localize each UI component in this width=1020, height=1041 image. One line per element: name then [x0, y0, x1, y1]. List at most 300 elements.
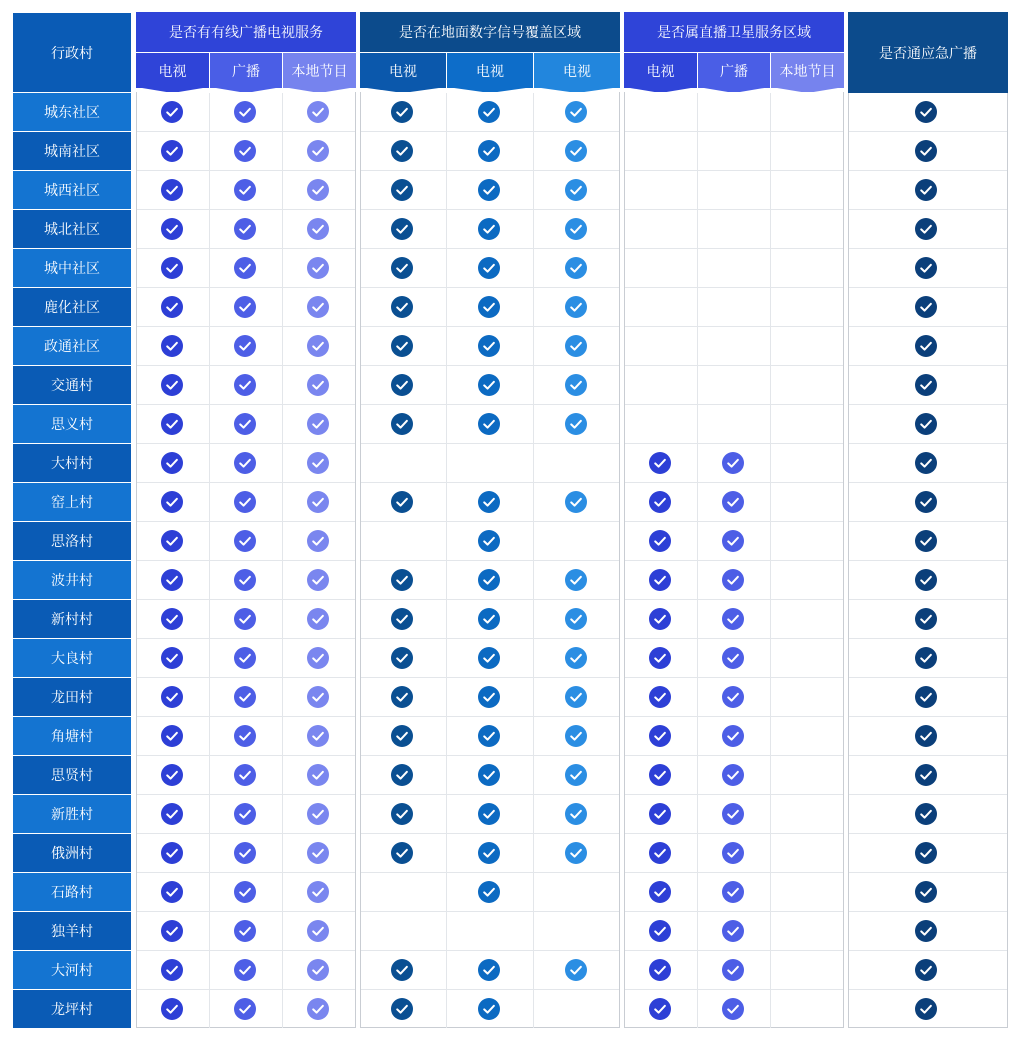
grid-row-divider — [137, 989, 355, 990]
satellite-local-sub-label: 本地节目 — [779, 62, 836, 79]
terrestrial-digital-group-title: 是否在地面数字信号覆盖区域 — [399, 24, 581, 40]
check-circle-icon — [391, 803, 413, 825]
check-circle-icon — [565, 257, 587, 279]
check-circle-icon — [915, 647, 937, 669]
grid-row-divider — [361, 365, 619, 366]
check-circle-icon — [391, 959, 413, 981]
grid-row-divider — [849, 755, 1007, 756]
check-circle-icon — [307, 608, 329, 630]
check-circle-icon — [915, 764, 937, 786]
check-circle-icon — [161, 920, 183, 942]
check-circle-icon — [307, 881, 329, 903]
grid-row-divider — [849, 833, 1007, 834]
village-name-cell: 思贤村 — [13, 756, 131, 794]
check-circle-icon — [565, 179, 587, 201]
check-circle-icon — [649, 647, 671, 669]
check-circle-icon — [478, 101, 500, 123]
check-circle-icon — [391, 218, 413, 240]
check-circle-icon — [565, 725, 587, 747]
grid-row-divider — [849, 404, 1007, 405]
check-circle-icon — [307, 920, 329, 942]
check-circle-icon — [649, 842, 671, 864]
check-circle-icon — [565, 803, 587, 825]
check-circle-icon — [161, 257, 183, 279]
check-circle-icon — [307, 218, 329, 240]
check-circle-icon — [565, 647, 587, 669]
grid-row-divider — [849, 677, 1007, 678]
grid-row-divider — [361, 950, 619, 951]
check-circle-icon — [391, 998, 413, 1020]
village-name-cell: 大良村 — [13, 639, 131, 677]
check-circle-icon — [722, 530, 744, 552]
grid-row-divider — [361, 599, 619, 600]
check-circle-icon — [565, 491, 587, 513]
check-circle-icon — [234, 764, 256, 786]
check-circle-icon — [161, 842, 183, 864]
check-circle-icon — [915, 413, 937, 435]
check-circle-icon — [161, 452, 183, 474]
check-circle-icon — [478, 764, 500, 786]
check-circle-icon — [391, 608, 413, 630]
grid-row-divider — [361, 560, 619, 561]
grid-row-divider — [137, 833, 355, 834]
grid-row-divider — [137, 443, 355, 444]
grid-row-divider — [361, 833, 619, 834]
emergency-broadcast-group-title: 是否通应急广播 — [879, 44, 977, 61]
check-circle-icon — [722, 803, 744, 825]
check-circle-icon — [478, 218, 500, 240]
cable-local-sub-header — [283, 53, 356, 88]
village-name-cell: 城西社区 — [13, 171, 131, 209]
check-circle-icon — [234, 725, 256, 747]
check-circle-icon — [915, 608, 937, 630]
grid-row-divider — [625, 404, 843, 405]
check-circle-icon — [307, 530, 329, 552]
grid-row-divider — [361, 716, 619, 717]
check-circle-icon — [565, 296, 587, 318]
terrestrial-digital-group-header — [360, 12, 620, 52]
check-circle-icon — [234, 530, 256, 552]
check-circle-icon — [565, 686, 587, 708]
grid-row-divider — [625, 794, 843, 795]
grid-row-divider — [361, 677, 619, 678]
check-circle-icon — [307, 140, 329, 162]
grid-row-divider — [137, 911, 355, 912]
check-circle-icon — [915, 101, 937, 123]
grid-row-divider — [361, 911, 619, 912]
grid-row-divider — [625, 755, 843, 756]
grid-row-divider — [361, 755, 619, 756]
satellite-group-title: 是否属直播卫星服务区域 — [657, 24, 811, 40]
grid-row-divider — [849, 716, 1007, 717]
check-circle-icon — [565, 764, 587, 786]
check-circle-icon — [478, 959, 500, 981]
terrestrial-tv-sub-label-3: 电视 — [563, 62, 591, 79]
village-name-cell: 大河村 — [13, 951, 131, 989]
check-circle-icon — [649, 725, 671, 747]
cable-local-sub-label: 本地节目 — [291, 62, 348, 79]
satellite-radio-sub-label: 广播 — [720, 62, 748, 79]
check-circle-icon — [722, 647, 744, 669]
check-circle-icon — [478, 842, 500, 864]
grid-row-divider — [849, 599, 1007, 600]
check-circle-icon — [565, 569, 587, 591]
check-circle-icon — [649, 920, 671, 942]
grid-row-divider — [137, 677, 355, 678]
grid-row-divider — [625, 326, 843, 327]
grid-row-divider — [849, 521, 1007, 522]
check-circle-icon — [915, 530, 937, 552]
grid-row-divider — [849, 950, 1007, 951]
satellite-group-header — [624, 12, 844, 52]
check-circle-icon — [565, 101, 587, 123]
check-circle-icon — [391, 764, 413, 786]
grid-row-divider — [137, 365, 355, 366]
grid-row-divider — [625, 872, 843, 873]
check-circle-icon — [649, 452, 671, 474]
grid-row-divider — [625, 248, 843, 249]
cable-service-group-title: 是否有有线广播电视服务 — [169, 24, 323, 40]
check-circle-icon — [915, 569, 937, 591]
check-circle-icon — [307, 842, 329, 864]
check-circle-icon — [234, 296, 256, 318]
check-circle-icon — [234, 959, 256, 981]
check-circle-icon — [915, 140, 937, 162]
check-circle-icon — [307, 101, 329, 123]
check-circle-icon — [915, 179, 937, 201]
village-column-header — [13, 13, 131, 92]
village-name-cell: 俄洲村 — [13, 834, 131, 872]
grid-row-divider — [625, 131, 843, 132]
check-circle-icon — [478, 257, 500, 279]
check-circle-icon — [391, 569, 413, 591]
check-circle-icon — [722, 959, 744, 981]
check-circle-icon — [161, 725, 183, 747]
village-name-cell: 城东社区 — [13, 93, 131, 131]
grid-row-divider — [137, 950, 355, 951]
grid-row-divider — [625, 209, 843, 210]
terrestrial-tv-sub-label-2: 电视 — [476, 62, 504, 79]
check-circle-icon — [307, 491, 329, 513]
check-circle-icon — [915, 842, 937, 864]
check-circle-icon — [234, 491, 256, 513]
check-circle-icon — [915, 803, 937, 825]
grid-row-divider — [137, 794, 355, 795]
grid-row-divider — [625, 560, 843, 561]
check-circle-icon — [234, 374, 256, 396]
village-name-cell: 龙田村 — [13, 678, 131, 716]
grid-row-divider — [137, 482, 355, 483]
check-circle-icon — [307, 257, 329, 279]
check-circle-icon — [161, 569, 183, 591]
grid-row-divider — [849, 482, 1007, 483]
check-circle-icon — [478, 140, 500, 162]
grid-row-divider — [625, 599, 843, 600]
check-circle-icon — [307, 413, 329, 435]
check-circle-icon — [391, 413, 413, 435]
satellite-local-sub-header — [771, 53, 844, 88]
check-circle-icon — [161, 881, 183, 903]
check-circle-icon — [161, 335, 183, 357]
grid-row-divider — [625, 521, 843, 522]
grid-row-divider — [849, 989, 1007, 990]
village-name-cell: 大村村 — [13, 444, 131, 482]
check-circle-icon — [234, 179, 256, 201]
check-circle-icon — [722, 920, 744, 942]
grid-row-divider — [137, 638, 355, 639]
cable-tv-sub-header — [136, 53, 209, 88]
grid-row-divider — [625, 989, 843, 990]
check-circle-icon — [307, 803, 329, 825]
grid-row-divider — [137, 248, 355, 249]
cable-radio-sub-header — [210, 53, 282, 88]
check-circle-icon — [722, 998, 744, 1020]
grid-row-divider — [625, 443, 843, 444]
check-circle-icon — [565, 140, 587, 162]
check-circle-icon — [234, 881, 256, 903]
check-circle-icon — [307, 959, 329, 981]
check-circle-icon — [565, 335, 587, 357]
check-circle-icon — [391, 335, 413, 357]
check-circle-icon — [565, 608, 587, 630]
village-name-cell: 角塘村 — [13, 717, 131, 755]
grid-row-divider — [137, 209, 355, 210]
grid-row-divider — [849, 911, 1007, 912]
check-circle-icon — [649, 569, 671, 591]
terrestrial-tv-sub-header-1 — [360, 53, 446, 88]
check-circle-icon — [161, 803, 183, 825]
check-circle-icon — [722, 686, 744, 708]
check-circle-icon — [478, 881, 500, 903]
village-column-header-label: 行政村 — [51, 44, 93, 61]
check-circle-icon — [307, 296, 329, 318]
check-circle-icon — [234, 686, 256, 708]
village-name-cell: 波井村 — [13, 561, 131, 599]
check-circle-icon — [649, 998, 671, 1020]
village-name-cell: 思洛村 — [13, 522, 131, 560]
village-name-cell: 思义村 — [13, 405, 131, 443]
check-circle-icon — [649, 686, 671, 708]
check-circle-icon — [391, 296, 413, 318]
grid-row-divider — [137, 599, 355, 600]
check-circle-icon — [722, 452, 744, 474]
check-circle-icon — [915, 452, 937, 474]
check-circle-icon — [161, 413, 183, 435]
check-circle-icon — [161, 179, 183, 201]
check-circle-icon — [478, 608, 500, 630]
check-circle-icon — [234, 920, 256, 942]
grid-row-divider — [849, 131, 1007, 132]
check-circle-icon — [234, 140, 256, 162]
village-name-cell: 城中社区 — [13, 249, 131, 287]
check-circle-icon — [478, 335, 500, 357]
village-name-cell: 新村村 — [13, 600, 131, 638]
grid-row-divider — [625, 638, 843, 639]
check-circle-icon — [234, 842, 256, 864]
check-circle-icon — [391, 725, 413, 747]
check-circle-icon — [722, 764, 744, 786]
check-circle-icon — [307, 998, 329, 1020]
terrestrial-tv-sub-header-3 — [534, 53, 620, 88]
check-circle-icon — [722, 569, 744, 591]
grid-row-divider — [361, 989, 619, 990]
check-circle-icon — [234, 335, 256, 357]
emergency-broadcast-group-header — [848, 12, 1008, 93]
check-circle-icon — [161, 296, 183, 318]
grid-row-divider — [849, 209, 1007, 210]
check-circle-icon — [391, 647, 413, 669]
check-circle-icon — [478, 491, 500, 513]
check-circle-icon — [307, 686, 329, 708]
check-circle-icon — [234, 803, 256, 825]
check-circle-icon — [649, 530, 671, 552]
check-circle-icon — [915, 959, 937, 981]
check-circle-icon — [649, 803, 671, 825]
check-circle-icon — [234, 608, 256, 630]
check-circle-icon — [478, 686, 500, 708]
grid-row-divider — [625, 950, 843, 951]
check-circle-icon — [161, 959, 183, 981]
grid-row-divider — [137, 404, 355, 405]
check-circle-icon — [915, 335, 937, 357]
grid-row-divider — [849, 560, 1007, 561]
check-circle-icon — [234, 413, 256, 435]
grid-row-divider — [849, 248, 1007, 249]
check-circle-icon — [161, 101, 183, 123]
check-circle-icon — [649, 881, 671, 903]
check-circle-icon — [478, 725, 500, 747]
grid-row-divider — [625, 677, 843, 678]
check-circle-icon — [565, 842, 587, 864]
cable-service-group-header — [136, 12, 356, 52]
check-circle-icon — [161, 374, 183, 396]
grid-row-divider — [137, 170, 355, 171]
check-circle-icon — [307, 179, 329, 201]
terrestrial-tv-sub-header-2 — [447, 53, 533, 88]
grid-row-divider — [625, 287, 843, 288]
check-circle-icon — [915, 881, 937, 903]
terrestrial-tv-sub-label-1: 电视 — [389, 62, 417, 79]
check-circle-icon — [915, 920, 937, 942]
grid-row-divider — [137, 521, 355, 522]
grid-row-divider — [849, 872, 1007, 873]
check-circle-icon — [391, 491, 413, 513]
village-name-cell: 独羊村 — [13, 912, 131, 950]
grid-row-divider — [361, 443, 619, 444]
check-circle-icon — [307, 335, 329, 357]
grid-row-divider — [849, 170, 1007, 171]
village-name-cell: 交通村 — [13, 366, 131, 404]
check-circle-icon — [478, 803, 500, 825]
check-circle-icon — [234, 998, 256, 1020]
grid-row-divider — [361, 209, 619, 210]
check-circle-icon — [915, 218, 937, 240]
cable-radio-sub-label: 广播 — [232, 62, 260, 79]
grid-row-divider — [137, 716, 355, 717]
check-circle-icon — [722, 881, 744, 903]
grid-row-divider — [361, 248, 619, 249]
check-circle-icon — [478, 179, 500, 201]
check-circle-icon — [649, 764, 671, 786]
check-circle-icon — [915, 374, 937, 396]
grid-row-divider — [361, 521, 619, 522]
check-circle-icon — [565, 374, 587, 396]
check-circle-icon — [161, 686, 183, 708]
check-circle-icon — [649, 608, 671, 630]
check-circle-icon — [161, 764, 183, 786]
grid-row-divider — [361, 482, 619, 483]
check-circle-icon — [915, 257, 937, 279]
village-name-cell: 石路村 — [13, 873, 131, 911]
grid-row-divider — [361, 287, 619, 288]
check-circle-icon — [307, 569, 329, 591]
grid-row-divider — [361, 638, 619, 639]
grid-row-divider — [137, 326, 355, 327]
check-circle-icon — [565, 413, 587, 435]
check-circle-icon — [161, 491, 183, 513]
check-circle-icon — [915, 998, 937, 1020]
check-circle-icon — [915, 686, 937, 708]
check-circle-icon — [391, 140, 413, 162]
satellite-tv-sub-header — [624, 53, 697, 88]
check-circle-icon — [478, 998, 500, 1020]
check-circle-icon — [915, 491, 937, 513]
check-circle-icon — [478, 374, 500, 396]
village-name-cell: 政通社区 — [13, 327, 131, 365]
check-circle-icon — [915, 725, 937, 747]
check-circle-icon — [234, 218, 256, 240]
check-circle-icon — [307, 452, 329, 474]
check-circle-icon — [722, 608, 744, 630]
check-circle-icon — [722, 491, 744, 513]
grid-row-divider — [361, 872, 619, 873]
check-circle-icon — [234, 569, 256, 591]
check-circle-icon — [161, 218, 183, 240]
check-circle-icon — [391, 257, 413, 279]
check-circle-icon — [161, 530, 183, 552]
grid-row-divider — [849, 326, 1007, 327]
check-circle-icon — [722, 725, 744, 747]
check-circle-icon — [391, 842, 413, 864]
grid-row-divider — [849, 365, 1007, 366]
grid-row-divider — [625, 833, 843, 834]
grid-row-divider — [625, 911, 843, 912]
check-circle-icon — [161, 998, 183, 1020]
check-circle-icon — [565, 218, 587, 240]
grid-row-divider — [361, 170, 619, 171]
village-name-cell: 鹿化社区 — [13, 288, 131, 326]
grid-row-divider — [625, 716, 843, 717]
satellite-radio-sub-header — [698, 53, 770, 88]
check-circle-icon — [915, 296, 937, 318]
check-circle-icon — [391, 686, 413, 708]
satellite-tv-sub-label: 电视 — [646, 62, 675, 79]
check-circle-icon — [307, 725, 329, 747]
check-circle-icon — [234, 452, 256, 474]
cable-tv-sub-label: 电视 — [158, 62, 187, 79]
grid-row-divider — [361, 404, 619, 405]
grid-row-divider — [849, 794, 1007, 795]
check-circle-icon — [307, 764, 329, 786]
grid-row-divider — [361, 326, 619, 327]
grid-row-divider — [361, 131, 619, 132]
check-circle-icon — [234, 101, 256, 123]
check-circle-icon — [307, 374, 329, 396]
grid-row-divider — [137, 131, 355, 132]
check-circle-icon — [161, 647, 183, 669]
check-circle-icon — [391, 374, 413, 396]
check-circle-icon — [234, 647, 256, 669]
